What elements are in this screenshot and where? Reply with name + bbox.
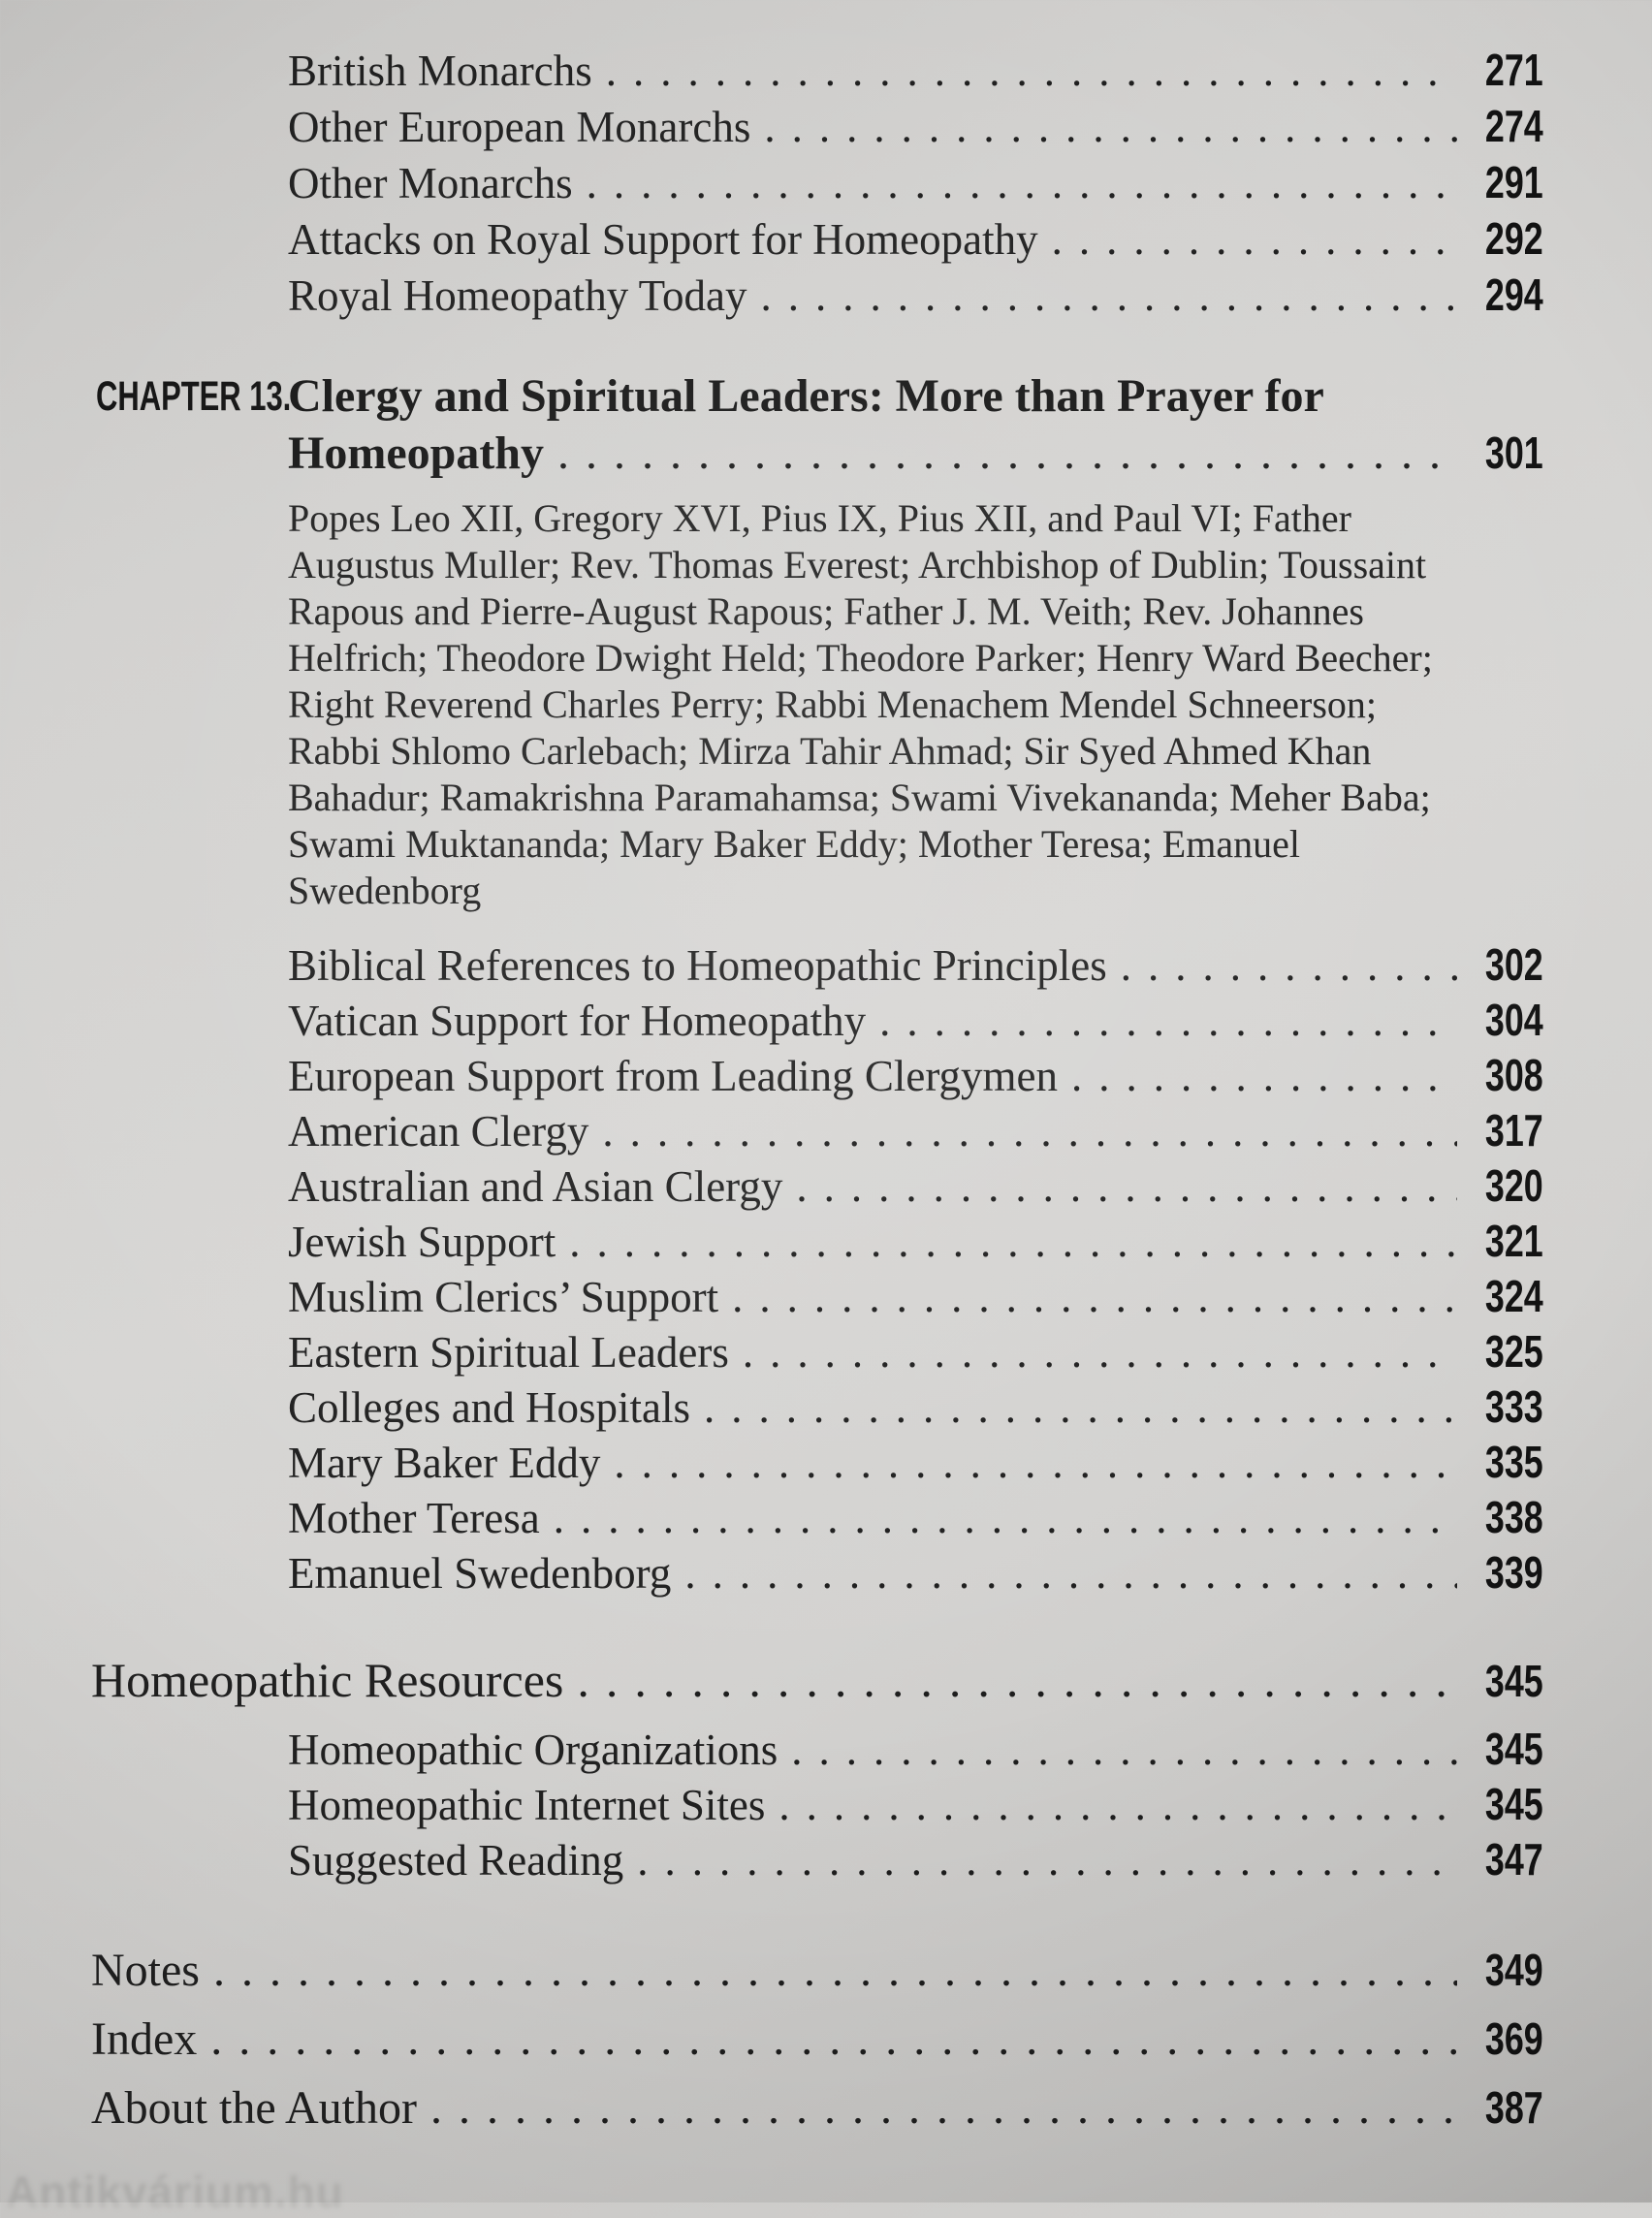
toc-entry: [288, 268, 1543, 324]
page-number: 321: [1485, 1216, 1543, 1266]
page-number: 317: [1485, 1105, 1543, 1156]
dot-leader: [764, 100, 1457, 155]
page-number: 345: [1485, 1779, 1543, 1829]
dot-leader: [210, 2006, 1457, 2074]
toc-entry-label: Australian and Asian Clergy: [288, 1162, 783, 1211]
page-number: 291: [1485, 157, 1543, 207]
toc-entry-label: Other Monarchs: [288, 159, 573, 207]
toc-entry: [288, 1490, 1543, 1545]
dot-leader: [554, 1491, 1458, 1545]
toc-entry: [288, 1379, 1543, 1435]
dot-leader: [637, 1833, 1457, 1887]
toc-entry-label: Emanuel Swedenborg: [288, 1549, 672, 1598]
dot-leader: [1121, 938, 1458, 993]
toc-entry-label: British Monarchs: [288, 47, 592, 95]
toc-entry-label: Muslim Clerics’ Support: [288, 1273, 719, 1321]
page-number: 338: [1485, 1492, 1543, 1542]
toc-entry: [288, 1435, 1543, 1490]
dot-leader: [430, 2075, 1457, 2142]
chapter-label: CHAPTER 13.: [96, 373, 292, 420]
page-number: 349: [1485, 1945, 1543, 1995]
page-number: 320: [1485, 1160, 1543, 1211]
toc-entry: [288, 993, 1543, 1048]
toc-entry-label: European Support from Leading Clergymen: [288, 1052, 1058, 1100]
toc-entry-label: Jewish Support: [288, 1218, 556, 1266]
toc-pre-chapter-list: [0, 43, 1652, 324]
page-number: 345: [1485, 1656, 1543, 1706]
dot-leader: [1052, 212, 1458, 268]
toc-entry-label: Homeopathic Internet Sites: [288, 1781, 766, 1829]
dot-leader: [606, 44, 1458, 99]
page-number: 292: [1485, 213, 1543, 264]
dot-leader: [557, 426, 1457, 482]
toc-entry: [288, 1722, 1543, 1777]
chapter-heading: [0, 368, 1543, 914]
dot-leader: [743, 1325, 1457, 1379]
page-number: 301: [1485, 428, 1543, 478]
dot-leader: [796, 1159, 1457, 1214]
toc-entry-label: Royal Homeopathy Today: [288, 271, 747, 320]
dot-leader: [614, 1436, 1457, 1490]
back-matter-list: [0, 1936, 1652, 2142]
toc-entry-label: Attacks on Royal Support for Homeopathy: [288, 215, 1038, 264]
dot-leader: [879, 994, 1457, 1048]
toc-entry-label: Colleges and Hospitals: [288, 1383, 690, 1432]
watermark: Antikvárium.hu: [6, 2167, 344, 2217]
toc-entry: [91, 1936, 1543, 2005]
toc-entry: [288, 99, 1543, 155]
toc-entry-label: Homeopathic Organizations: [288, 1726, 778, 1774]
resources-subsection-list: [0, 1722, 1652, 1887]
chapter-heading-body: [288, 368, 1543, 914]
toc-entry: [288, 1103, 1543, 1158]
page-number: 369: [1485, 2013, 1543, 2064]
chapter-title-row: [288, 425, 1543, 482]
toc-entry-label: Suggested Reading: [288, 1836, 624, 1885]
toc-entry: [288, 155, 1543, 211]
page-number: 387: [1485, 2082, 1543, 2133]
toc-entry: [91, 2005, 1543, 2074]
toc-entry-label: Mother Teresa: [288, 1494, 540, 1542]
dot-leader: [778, 1778, 1457, 1832]
toc-entry: [288, 1214, 1543, 1269]
page-number: 308: [1485, 1050, 1543, 1100]
toc-entry-label: Other European Monarchs: [288, 103, 751, 151]
page-number: 345: [1485, 1724, 1543, 1774]
page-number: 339: [1485, 1547, 1543, 1598]
toc-entry-label: Notes: [91, 1945, 200, 1996]
chapter-label-box: [96, 368, 292, 914]
page-number: 347: [1485, 1834, 1543, 1885]
toc-entry: [288, 1545, 1543, 1600]
toc-entry-label: Biblical References to Homeopathic Principles: [288, 941, 1107, 990]
toc-entry: [91, 2074, 1543, 2142]
dot-leader: [1071, 1049, 1457, 1103]
page-number: 325: [1485, 1326, 1543, 1377]
chapter-subsection-list: [0, 937, 1652, 1600]
toc-entry: [288, 211, 1543, 268]
toc-entry: [288, 1777, 1543, 1832]
dot-leader: [684, 1546, 1457, 1600]
toc-entry-label: Mary Baker Eddy: [288, 1439, 601, 1487]
toc-entry-label: About the Author: [91, 2082, 417, 2134]
dot-leader: [791, 1723, 1457, 1777]
page-number: 294: [1485, 269, 1543, 320]
chapter-title-line1: Clergy and Spiritual Leaders: More than Prayer for: [288, 370, 1324, 422]
page-number: 335: [1485, 1437, 1543, 1487]
dot-leader: [602, 1104, 1457, 1158]
toc-entry-label: Eastern Spiritual Leaders: [288, 1328, 729, 1377]
toc-entry: [288, 1324, 1543, 1379]
dot-leader: [587, 156, 1458, 211]
page-number: 333: [1485, 1381, 1543, 1432]
toc-entry-label: Homeopathic Resources: [91, 1653, 564, 1707]
chapter-title-line2: Homeopathy: [288, 428, 544, 479]
toc-entry-label: Index: [91, 2013, 198, 2065]
page-number: 304: [1485, 995, 1543, 1045]
toc-entry: [288, 1048, 1543, 1103]
dot-leader: [213, 1937, 1457, 2005]
page-number: 271: [1485, 45, 1543, 95]
toc-entry-label: Vatican Support for Homeopathy: [288, 997, 867, 1045]
toc-entry: [288, 1158, 1543, 1214]
dot-leader: [577, 1649, 1457, 1711]
toc-entry: [288, 937, 1543, 993]
page-number: 324: [1485, 1271, 1543, 1321]
dot-leader: [760, 269, 1457, 324]
dot-leader: [704, 1380, 1457, 1435]
toc-entry-resources: [91, 1649, 1543, 1712]
dot-leader: [569, 1215, 1457, 1269]
chapter-description: Popes Leo XII, Gregory XVI, Pius IX, Pius XII, and Paul VI; Father Augustus Muller; Rev. Thomas Everest; Archbishop of Dublin; Toussaint Rapous and Pierre-August Rapous; Father J. M. Veith; Rev. Johannes Helfrich; Theodore Dwight Held; Theodore Parker; Henry Ward Beecher; Right Reverend Charles Perry; Rabbi Menachem Mendel Schneerson; Rabbi Shlomo Carlebach; Mirza Tahir Ahmad; Sir Syed Ahmed Khan Bahadur; Ramakrishna Paramahamsa; Swami Vivekananda; Meher Baba; Swami Muktananda; Mary Baker Eddy; Mother Teresa; Emanuel Swedenborg: [288, 496, 1433, 912]
toc-entry: [288, 1832, 1543, 1887]
dot-leader: [732, 1270, 1457, 1324]
page-number: 274: [1485, 101, 1543, 151]
toc-entry: [288, 43, 1543, 99]
toc-entry-label: American Clergy: [288, 1107, 589, 1156]
page-number: 302: [1485, 939, 1543, 990]
toc-entry: [288, 1269, 1543, 1324]
